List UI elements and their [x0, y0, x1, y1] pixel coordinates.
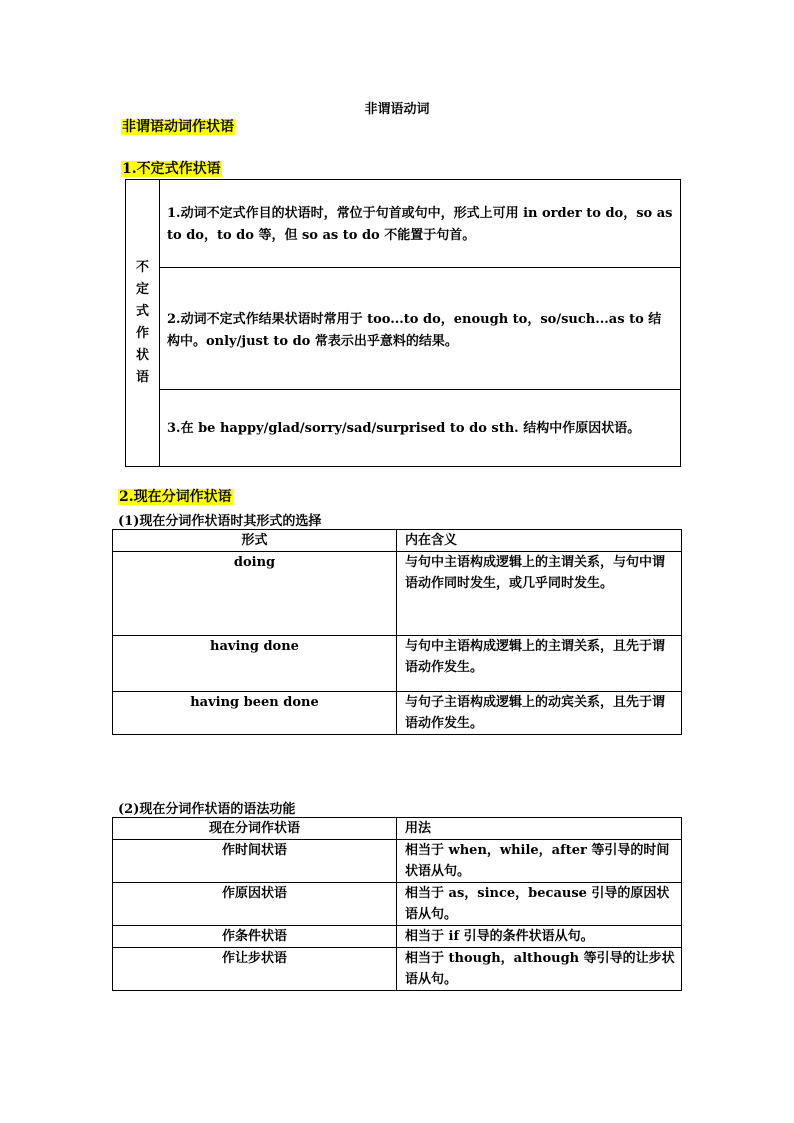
- table-row: [113, 883, 682, 926]
- section1-heading-text: 1.不定式作状语: [122, 161, 221, 177]
- form-cell: having done: [113, 636, 397, 692]
- form-cell: having been done: [113, 692, 397, 735]
- table-row: [113, 840, 682, 883]
- table-row: [113, 552, 682, 636]
- function-table-header: [113, 818, 682, 840]
- infinitive-row: [126, 390, 681, 467]
- section1-heading: [121, 159, 222, 179]
- sub1-title: (1)现在分词作状语时其形式的选择: [118, 514, 322, 529]
- function-cell: 作条件状语: [113, 926, 397, 948]
- meaning-cell: 与句子主语构成逻辑上的动宾关系，且先于谓语动作发生。: [397, 692, 682, 735]
- function-cell: 作时间状语: [113, 840, 397, 883]
- header-meaning: 内在含义: [397, 530, 682, 552]
- table-row: [113, 948, 682, 991]
- page-title: 非谓语动词: [364, 102, 430, 117]
- usage-cell: 相当于 when，while，after 等引导的时间状语从句。: [397, 840, 682, 883]
- infinitive-row: [126, 268, 681, 390]
- usage-cell: 相当于 if 引导的条件状语从句。: [397, 926, 682, 948]
- table-row: [113, 926, 682, 948]
- sub2-title: (2)现在分词作状语的语法功能: [118, 802, 296, 817]
- side-label: 不定式作状语: [135, 260, 149, 385]
- function-cell: 作原因状语: [113, 883, 397, 926]
- form-table-header: [113, 530, 682, 552]
- main-heading-text: 非谓语动词作状语: [122, 119, 234, 135]
- infinitive-item-3: 3.在 be happy/glad/sorry/sad/surprised to do sth. 结构中作原因状语。: [160, 390, 681, 467]
- usage-cell: 相当于 though，although 等引导的让步状语从句。: [397, 948, 682, 991]
- header-usage: 用法: [397, 818, 682, 840]
- infinitive-table: [125, 179, 681, 467]
- infinitive-row: [126, 180, 681, 268]
- table-row: [113, 636, 682, 692]
- main-heading: [121, 117, 235, 137]
- infinitive-item-2: 2.动词不定式作结果状语时常用于 too...to do，enough to，so/such...as to 结构中。only/just to do 常表示出乎意料的结果。: [160, 268, 681, 390]
- section2-heading-text: 2.现在分词作状语: [119, 489, 232, 505]
- table-row: [113, 692, 682, 735]
- meaning-cell: 与句中主语构成逻辑上的主谓关系，与句中谓语动作同时发生，或几乎同时发生。: [397, 552, 682, 636]
- header-form: 形式: [113, 530, 397, 552]
- function-table: [112, 817, 682, 991]
- header-participle: 现在分词作状语: [113, 818, 397, 840]
- meaning-cell: 与句中主语构成逻辑上的主谓关系，且先于谓语动作发生。: [397, 636, 682, 692]
- usage-cell: 相当于 as，since，because 引导的原因状语从句。: [397, 883, 682, 926]
- section2-heading: [118, 487, 233, 507]
- infinitive-item-1: 1.动词不定式作目的状语时，常位于句首或句中，形式上可用 in order to do，so as to do，to do 等，但 so as to do 不能置于句首。: [160, 180, 681, 268]
- function-cell: 作让步状语: [113, 948, 397, 991]
- form-cell: doing: [113, 552, 397, 636]
- form-table: [112, 529, 682, 735]
- side-label-cell: [126, 180, 160, 467]
